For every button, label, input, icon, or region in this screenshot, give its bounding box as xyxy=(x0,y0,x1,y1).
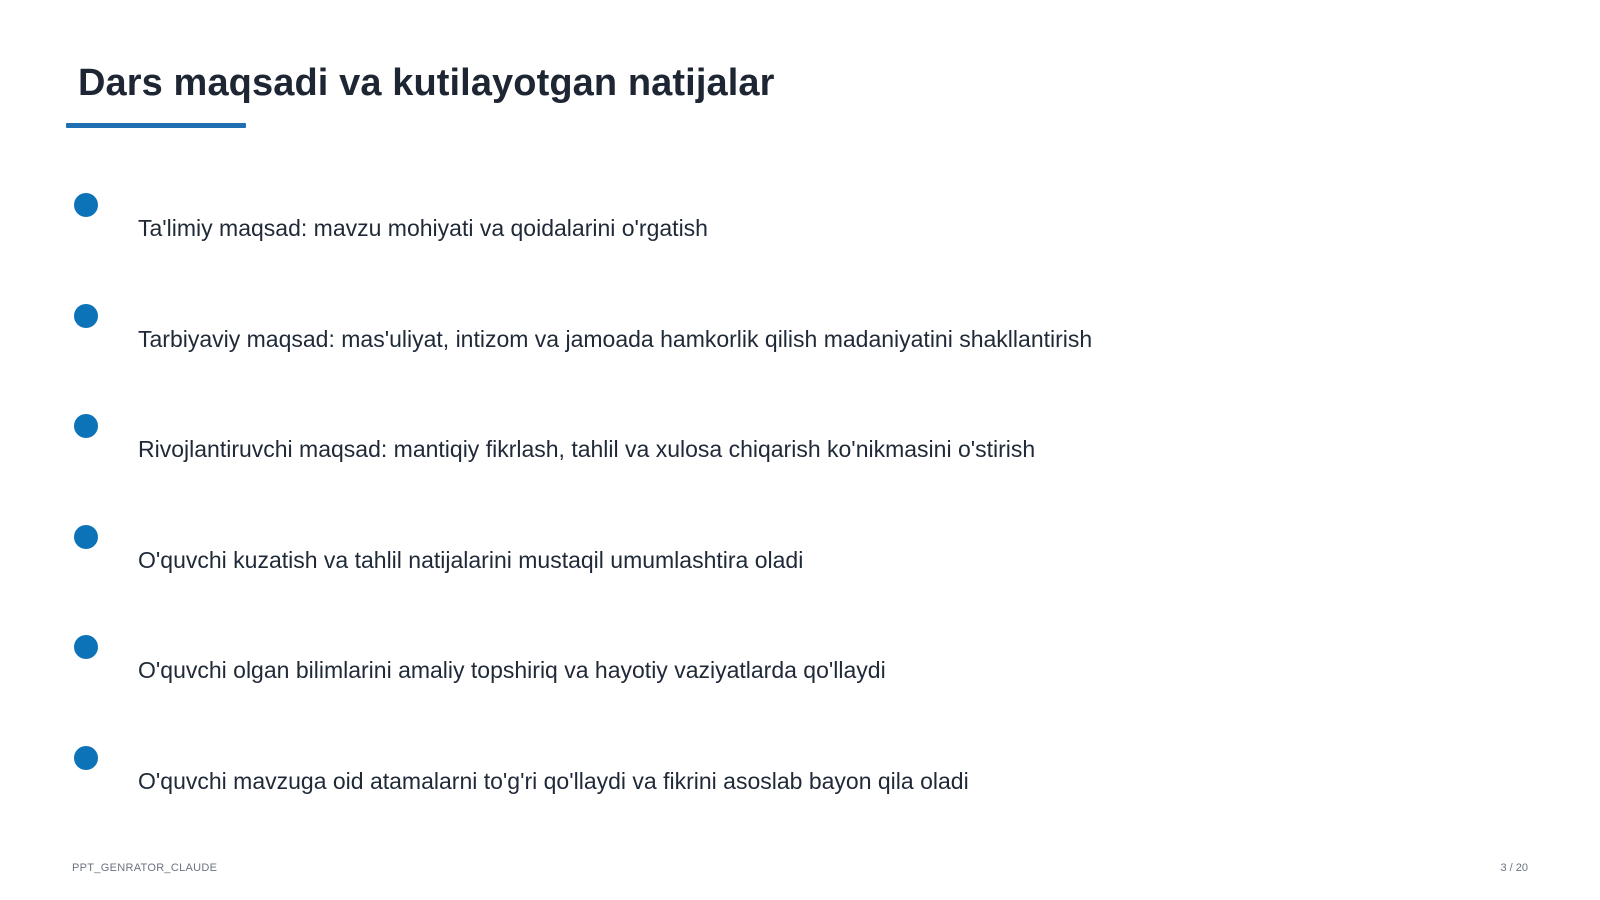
bullet-text: Tarbiyaviy maqsad: mas'uliyat, intizom va jamoada hamkorlik qilish madaniyatini shakllantirish xyxy=(138,326,1093,352)
list-item xyxy=(0,635,1400,695)
list-item xyxy=(0,414,1400,474)
bullet-dot-icon xyxy=(74,635,98,659)
bullet-text: O'quvchi olgan bilimlarini amaliy topshiriq va hayotiy vaziyatlarda qo'llaydi xyxy=(138,657,886,683)
bullet-text: Ta'limiy maqsad: mavzu mohiyati va qoidalarini o'rgatish xyxy=(138,215,708,241)
bullet-text: O'quvchi kuzatish va tahlil natijalarini mustaqil umumlashtira oladi xyxy=(138,547,804,573)
bullet-dot-icon xyxy=(74,304,98,328)
list-item xyxy=(0,746,1400,806)
bullet-dot-icon xyxy=(74,414,98,438)
slide-title: Dars maqsadi va kutilayotgan natijalar xyxy=(78,62,775,104)
bullet-dot-icon xyxy=(74,746,98,770)
page-number: 3 / 20 xyxy=(1500,862,1528,874)
bullet-text: O'quvchi mavzuga oid atamalarni to'g'ri qo'llaydi va fikrini asoslab bayon qila oladi xyxy=(138,768,969,794)
title-underline xyxy=(66,123,246,128)
list-item xyxy=(0,193,1400,253)
bullet-dot-icon xyxy=(74,193,98,217)
list-item xyxy=(0,525,1400,585)
list-item xyxy=(0,304,1400,364)
footer-source: PPT_GENRATOR_CLAUDE xyxy=(72,862,218,874)
bullet-dot-icon xyxy=(74,525,98,549)
bullet-text: Rivojlantiruvchi maqsad: mantiqiy fikrlash, tahlil va xulosa chiqarish ko'nikmasini o'stirish xyxy=(138,436,1036,462)
